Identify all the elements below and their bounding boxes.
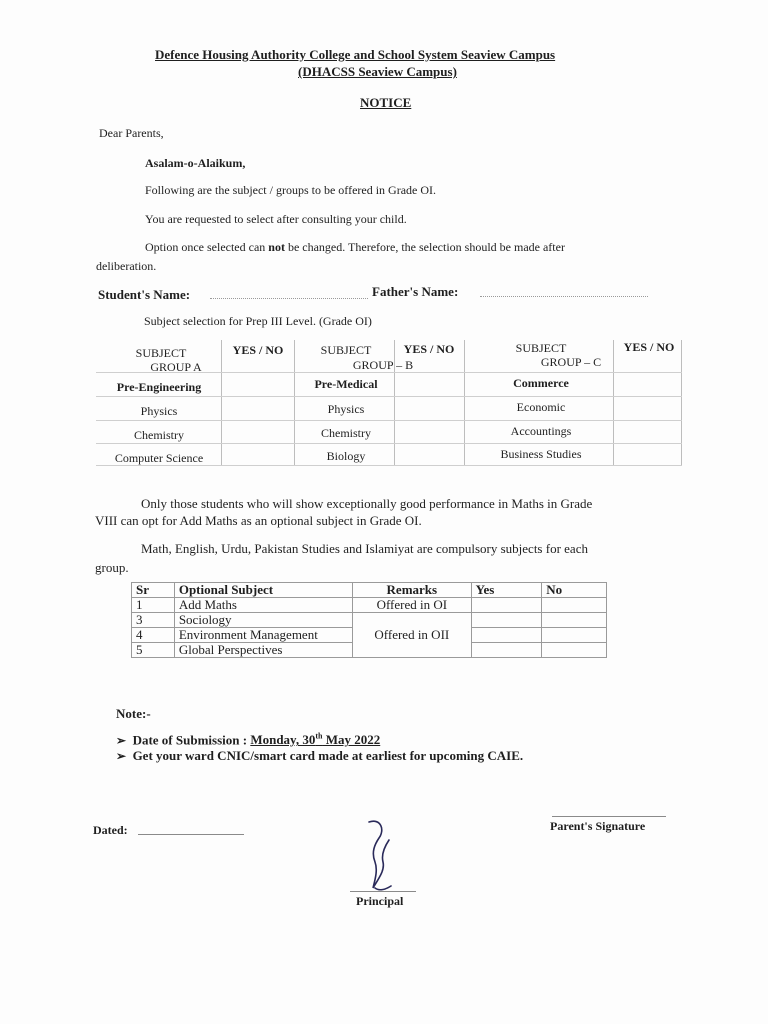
salutation: Dear Parents, — [99, 126, 164, 140]
col-optional-subject: Optional Subject — [174, 583, 352, 598]
principal-signature-line — [350, 891, 416, 892]
group-c-header: SUBJECT — [515, 341, 567, 355]
group-b-yes-no: YES / NO — [403, 342, 455, 356]
selection-level: Subject selection for Prep III Level. (Grade OI) — [144, 314, 372, 328]
paragraph-subjects: Following are the subject / groups to be offered in Grade OI. — [145, 183, 437, 197]
group-a-item: Chemistry — [134, 428, 184, 442]
arrow-bullet-icon: ➢ — [116, 749, 127, 763]
table-row: 3 Sociology Offered in OII — [132, 613, 607, 628]
group-c-subheader: GROUP – C — [540, 355, 602, 369]
subject-group-table — [96, 340, 682, 466]
paragraph-option: Option once selected can not be changed. Therefore, the selection should be made after — [145, 240, 565, 254]
group-a-yes-no: YES / NO — [232, 343, 284, 357]
optional-subject-table — [131, 582, 607, 658]
note-cnic: ➢ Get your ward CNIC/smart card made at earliest for upcoming CAIE. — [116, 748, 524, 763]
greeting: Asalam-o-Alaikum, — [145, 156, 246, 170]
principal-label: Principal — [356, 894, 404, 908]
dated-line[interactable] — [138, 834, 244, 835]
group-a-title: Pre-Engineering — [116, 380, 202, 394]
remark-offered-oi: Offered in OI — [353, 598, 472, 613]
no-cell[interactable] — [542, 613, 607, 628]
note-submission: ➢ Date of Submission : Monday, 30th May 2022 — [116, 732, 381, 748]
group-b-subheader: GROUP – B — [352, 358, 414, 372]
paragraph-add-maths: Only those students who will show exceptionally good performance in Maths in Grade — [141, 496, 593, 511]
table-row: 5 Global Perspectives — [132, 643, 607, 658]
no-cell[interactable] — [542, 643, 607, 658]
group-a-item: Physics — [140, 404, 178, 418]
campus-subtitle: (DHACSS Seaview Campus) — [298, 64, 457, 79]
father-name-label: Father's Name: — [372, 284, 459, 299]
group-c-item: Economic — [516, 400, 566, 414]
yes-cell[interactable] — [471, 628, 542, 643]
col-sr: Sr — [132, 583, 175, 598]
group-c-title: Commerce — [513, 376, 569, 390]
institution-title: Defence Housing Authority College and School System Seaview Campus — [155, 47, 556, 62]
yes-cell[interactable] — [471, 613, 542, 628]
note-label: Note:- — [116, 706, 151, 721]
group-c-item: Accountings — [510, 424, 572, 438]
no-cell[interactable] — [542, 598, 607, 613]
col-yes: Yes — [471, 583, 542, 598]
yes-cell[interactable] — [471, 598, 542, 613]
group-b-header: SUBJECT — [320, 343, 372, 357]
group-b-item: Physics — [327, 402, 365, 416]
group-c-item: Business Studies — [500, 447, 582, 461]
father-name-line[interactable] — [480, 296, 648, 297]
group-b-item: Chemistry — [321, 426, 371, 440]
paragraph-compulsory-cont: group. — [95, 560, 129, 575]
table-row: 1 Add Maths Offered in OI — [132, 598, 607, 613]
col-no: No — [542, 583, 607, 598]
table-header-row — [132, 583, 607, 598]
group-b-item: Biology — [326, 449, 366, 463]
student-name-label: Student's Name: — [98, 287, 191, 302]
arrow-bullet-icon: ➢ — [116, 733, 127, 748]
paragraph-compulsory: Math, English, Urdu, Pakistan Studies and Islamiyat are compulsory subjects for each — [141, 541, 588, 556]
table-row: 4 Environment Management — [132, 628, 607, 643]
student-name-line[interactable] — [210, 298, 368, 299]
group-a-header: SUBJECT — [135, 346, 187, 360]
paragraph-consult: You are requested to select after consulting your child. — [145, 212, 407, 226]
remark-offered-oii: Offered in OII — [353, 613, 472, 658]
notice-heading: NOTICE — [360, 95, 412, 110]
group-a-item: Computer Science — [114, 451, 204, 465]
dated-label: Dated: — [93, 823, 128, 837]
group-a-subheader: GROUP A — [150, 360, 202, 374]
group-b-title: Pre-Medical — [314, 377, 378, 391]
yes-cell[interactable] — [471, 643, 542, 658]
no-cell[interactable] — [542, 628, 607, 643]
principal-signature — [355, 818, 405, 896]
col-remarks: Remarks — [353, 583, 472, 598]
parent-signature-label: Parent's Signature — [550, 819, 646, 833]
group-c-yes-no: YES / NO — [623, 340, 675, 354]
paragraph-deliberation: deliberation. — [96, 259, 157, 273]
parent-signature-line[interactable] — [552, 816, 666, 817]
paragraph-add-maths-cont: VIII can opt for Add Maths as an optional subject in Grade OI. — [95, 513, 422, 528]
